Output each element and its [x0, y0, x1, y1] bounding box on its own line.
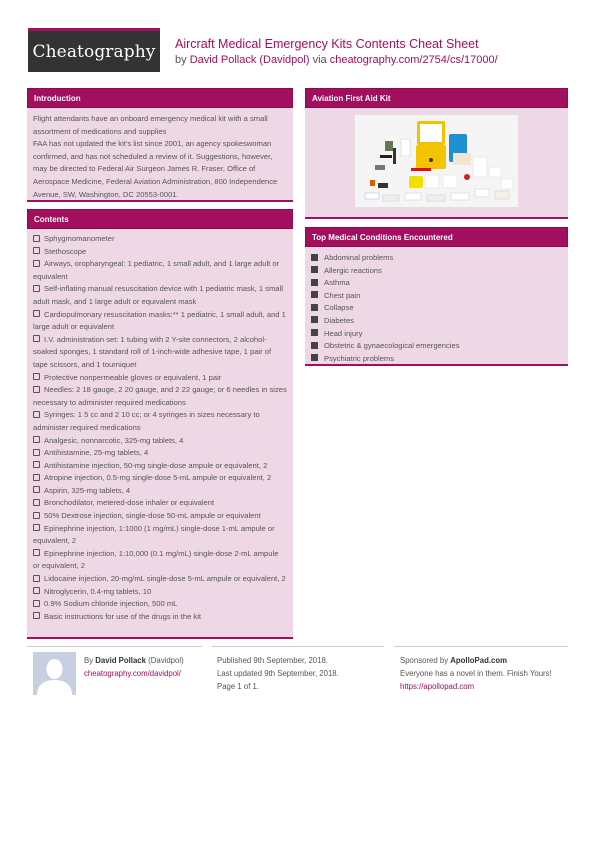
checkbox-icon[interactable] — [33, 474, 40, 481]
contents-item-text: Self-inflating manual resuscitation device with 1 pediatric mask, 1 small adult mask, and 1 large adult or equivalent mask — [33, 284, 283, 306]
condition-list-item — [311, 328, 562, 341]
contents-item-text: Sphygmomanometer — [44, 234, 115, 243]
checkbox-icon[interactable] — [33, 235, 40, 242]
condition-text: Chest pain — [324, 290, 361, 300]
contents-item-text: Nitroglycerin, 0.4-mg tablets, 10 — [44, 586, 152, 596]
condition-list-item — [311, 277, 562, 290]
introduction-header: Introduction — [27, 88, 293, 108]
checkbox-icon[interactable] — [33, 499, 40, 506]
contents-list-item — [33, 334, 287, 372]
published-date: Published 9th September, 2018. — [217, 656, 328, 665]
contents-list-item — [33, 447, 287, 460]
contents-list-item — [33, 233, 287, 246]
user-silhouette-icon — [33, 652, 76, 695]
condition-list-item — [311, 302, 562, 315]
contents-item-text: I.V. administration set: 1 tubing with 2 Y-site connectors, 2 alcohol-soaked sponges, 1 standard roll of 1-inch-wide adhesive tape, 1 pair of tape scissors, and 1 tourniquet — [33, 334, 272, 369]
condition-list-item — [311, 290, 562, 303]
condition-text: Asthma — [324, 278, 350, 288]
condition-list-item — [311, 252, 562, 265]
contents-item-text: Epinephrine injection, 1:1000 (1 mg/mL) single-dose 1-mL ampule or equivalent, 2 — [33, 523, 275, 546]
condition-text: Abdominal problems — [324, 253, 394, 262]
square-bullet-icon — [311, 291, 318, 298]
sponsor-link[interactable]: https://apollopad.com — [400, 682, 475, 691]
checkbox-icon[interactable] — [33, 449, 40, 456]
checkbox-icon[interactable] — [33, 436, 40, 443]
checkbox-icon[interactable] — [33, 600, 40, 607]
medical-conditions-header: Top Medical Conditions Encountered — [305, 227, 568, 247]
contents-list-item — [33, 611, 287, 624]
byline — [175, 54, 498, 66]
contents-list-item — [33, 246, 287, 259]
author-profile-link[interactable]: cheatography.com/davidpol/ — [84, 669, 181, 678]
aviation-kit-section — [305, 88, 568, 219]
condition-list-item — [311, 353, 562, 366]
checkbox-icon[interactable] — [33, 461, 40, 468]
square-bullet-icon — [311, 329, 318, 336]
contents-item-text: Antihistamine, 25-mg tablets, 4 — [44, 448, 149, 458]
author-avatar — [33, 652, 76, 695]
checkbox-icon[interactable] — [33, 247, 40, 254]
author-link[interactable]: David Pollack (Davidpol) — [189, 54, 310, 66]
contents-item-text: Atropine injection, 0.5-mg single-dose 5-mL ampule or equivalent, 2 — [44, 473, 272, 483]
contents-item-text: 0.9% Sodium chloride injection, 500 mL — [44, 599, 178, 609]
introduction-section — [27, 88, 293, 202]
sheet-url-link[interactable]: cheatography.com/2754/cs/17000/ — [329, 54, 498, 66]
checkbox-icon[interactable] — [33, 260, 40, 267]
square-bullet-icon — [311, 266, 318, 273]
condition-text: Diabetes — [324, 315, 354, 325]
contents-list-item — [33, 586, 287, 599]
aviation-kit-header: Aviation First Aid Kit — [305, 88, 568, 108]
contents-item-text: Cardiopulmonary resuscitation masks:** 1 pediatric, 1 small adult, and 1 large adult or equivalent — [33, 309, 286, 332]
condition-list-item — [311, 315, 562, 328]
updated-date: Last updated 9th September, 2018. — [217, 669, 339, 678]
contents-list-item — [33, 435, 287, 448]
contents-list-item — [33, 460, 287, 473]
footer-dates — [217, 654, 339, 693]
sponsor-prefix: Sponsored by — [400, 656, 451, 665]
checkbox-icon[interactable] — [33, 486, 40, 493]
square-bullet-icon — [311, 279, 318, 286]
contents-item-text: Stethoscope — [44, 246, 87, 256]
condition-list-item — [311, 340, 562, 353]
contents-item-text: Epinephrine injection, 1:10,000 (0.1 mg/mL) single-dose 2-mL ampule or equivalent, 2 — [33, 548, 279, 571]
condition-list-item — [311, 265, 562, 278]
contents-item-text: Analgesic, nonnarcotic, 325-mg tablets, 4 — [44, 435, 184, 445]
checkbox-icon[interactable] — [33, 285, 40, 292]
kit-photo — [355, 115, 518, 207]
square-bullet-icon — [311, 354, 318, 361]
contents-list-item — [33, 485, 287, 498]
checkbox-icon[interactable] — [33, 587, 40, 594]
contents-item-text: Bronchodilator, metered-dose inhaler or equivalent — [44, 498, 215, 508]
checkbox-icon[interactable] — [33, 411, 40, 418]
contents-item-text: Basic instructions for use of the drugs in the kit — [44, 611, 202, 621]
contents-item-text: Antihistamine injection, 50-mg single-dose ampule or equivalent, 2 — [44, 460, 268, 470]
sponsor-name: ApolloPad.com — [450, 656, 508, 665]
contents-list-item — [33, 309, 287, 334]
intro-paragraph: Flight attendants have an onboard emergency medical kit with a small assortment of medications and supplies — [33, 114, 268, 136]
contents-list-item — [33, 523, 287, 548]
contents-list-item — [33, 510, 287, 523]
page-count: Page 1 of 1. — [217, 682, 260, 691]
contents-item-text: Protective nonpermeable gloves or equivalent, 1 pair — [44, 372, 222, 382]
condition-text: Collapse — [324, 303, 354, 313]
contents-list-item — [33, 472, 287, 485]
contents-list-item — [33, 258, 287, 283]
checkbox-icon[interactable] — [33, 373, 40, 380]
contents-item-text: Lidocaine injection, 20-mg/mL single-dose 5-mL ampule or equivalent, 2 — [44, 574, 286, 584]
checkbox-icon[interactable] — [33, 575, 40, 582]
byline-via: via — [309, 54, 330, 66]
contents-list-item — [33, 497, 287, 510]
checkbox-icon[interactable] — [33, 335, 40, 342]
checkbox-icon[interactable] — [33, 612, 40, 619]
logo-text: Cheatography — [32, 41, 156, 62]
footer-divider — [212, 646, 384, 647]
footer-author-handle: (Davidpol) — [145, 656, 184, 665]
contents-list-item — [33, 372, 287, 385]
footer-divider — [394, 646, 568, 647]
checkbox-icon[interactable] — [33, 310, 40, 317]
condition-text: Obstetric & gynaecological emergencies — [324, 341, 460, 351]
byline-prefix: by — [175, 54, 190, 66]
checkbox-icon[interactable] — [33, 512, 40, 519]
contents-section — [27, 209, 293, 639]
contents-item-text: Syringes: 1 5 cc and 2 10 cc; or 4 syringes in sizes necessary to administer required medications — [33, 410, 260, 432]
contents-list-item — [33, 409, 287, 434]
contents-list-item — [33, 548, 287, 573]
contents-item-text: Needles: 2 18 gauge, 2 20 gauge, and 2 22 gauge; or 6 needles in sizes necessary to administer required medications — [33, 385, 287, 407]
footer-author-name: David Pollack — [95, 656, 146, 665]
condition-text: Head injury — [324, 328, 363, 338]
contents-list-item — [33, 384, 287, 409]
contents-header: Contents — [27, 209, 293, 229]
contents-list-item — [33, 598, 287, 611]
footer-sponsor — [400, 654, 552, 693]
checkbox-icon[interactable] — [33, 386, 40, 393]
contents-list-item — [33, 573, 287, 586]
checkbox-icon[interactable] — [33, 549, 40, 556]
checkbox-icon[interactable] — [33, 524, 40, 531]
square-bullet-icon — [311, 342, 318, 349]
condition-text: Psychiatric problems — [324, 353, 395, 363]
condition-text: Allergic reactions — [324, 265, 382, 275]
square-bullet-icon — [311, 316, 318, 323]
intro-paragraph: FAA has not updated the kit's list since 2001, an agency spokeswoman confirmed, and has not scheduled a review of it. Suggestions, however, may be directed to Federal Air Surgeon James R. Fraser, Office of Aerospace Medicine, Federal Aviation Administration, 800 Independence Avenue, SW, Washington, DC 20553-0001. — [33, 139, 278, 199]
contents-list-item — [33, 283, 287, 308]
contents-item-text: Aspirin, 325-mg tablets, 4 — [44, 485, 131, 495]
footer-divider — [27, 646, 202, 647]
footer-by-prefix: By — [84, 656, 96, 665]
square-bullet-icon — [311, 254, 318, 261]
page-title: Aircraft Medical Emergency Kits Contents Cheat Sheet — [175, 37, 479, 51]
contents-item-text: 50% Dextrose injection, single-dose 50-mL ampule or equivalent — [44, 511, 261, 521]
sponsor-tagline: Everyone has a novel in them. Finish Yours! — [400, 669, 552, 678]
cheatography-logo[interactable] — [28, 28, 160, 72]
square-bullet-icon — [311, 304, 318, 311]
contents-item-text: Airways, oropharyngeal: 1 pediatric, 1 small adult, and 1 large adult or equivalent — [33, 259, 280, 281]
footer-author — [84, 654, 184, 680]
medical-conditions-section — [305, 227, 568, 366]
